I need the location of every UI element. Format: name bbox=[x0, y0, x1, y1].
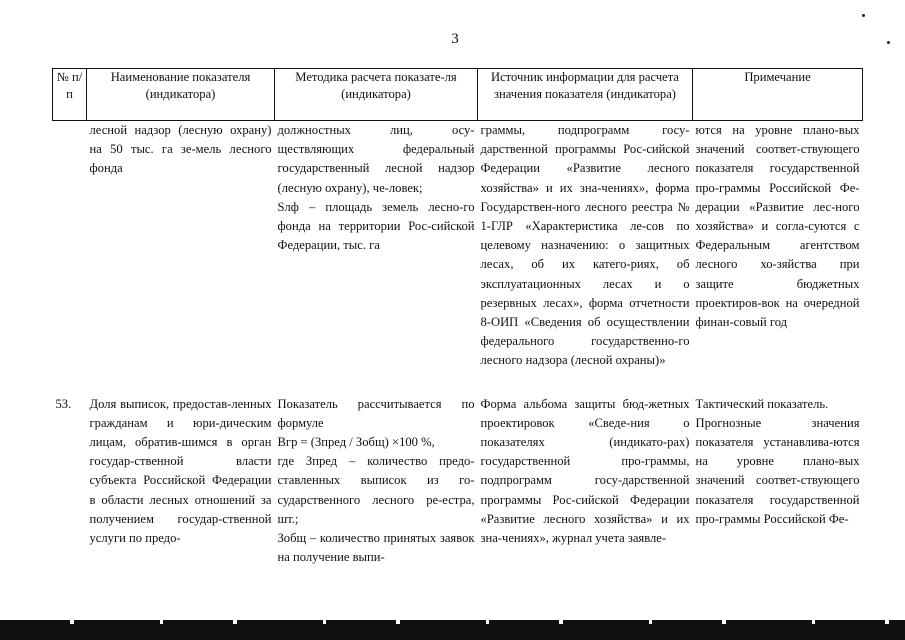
page-number: 3 bbox=[451, 31, 459, 47]
header-information-source: Источник информации для расчета значения показателя (индикатора) bbox=[478, 69, 693, 121]
continued-row-note: ются на уровне плано-вых значений соответ-ствующего показателя государственной про-граммы Российской Фе-дерации «Развитие лес-ного хозяйства» и согла-суются с Федеральным агентством лесного хо-зяйства при защите бюджетных проектиров-вок на очередной финан-совый год bbox=[695, 123, 860, 330]
cell-line: Показатель рассчитывается по формуле bbox=[277, 396, 475, 430]
table-row-continued bbox=[53, 121, 863, 371]
continued-row-method bbox=[275, 121, 478, 371]
continued-row-number bbox=[53, 121, 87, 371]
row-spacer bbox=[53, 371, 863, 395]
row-53-note bbox=[693, 395, 863, 568]
header-number: № п/п bbox=[53, 69, 87, 121]
row-53-method bbox=[275, 395, 478, 568]
scan-speck bbox=[887, 41, 890, 44]
cell-line: Вгр = (Зпред / Зобщ) ×100 %, bbox=[277, 435, 435, 450]
table-row-53 bbox=[53, 395, 863, 568]
scan-bottom-edge bbox=[0, 624, 905, 640]
header-note: Примечание bbox=[693, 69, 863, 121]
header-calculation-method: Методика расчета показате-ля (индикатора) bbox=[275, 69, 478, 121]
cell-line: должностных лиц, осу-ществляющих федеральный государственный лесной надзор (лесную охрану), че-ловек; bbox=[277, 123, 475, 195]
continued-row-name: лесной надзор (лесную охрану) на 50 тыс. га зе-мель лесного фонда bbox=[89, 123, 272, 176]
cell-line: Тактический показатель. bbox=[695, 396, 829, 411]
header-indicator-name: Наименование показателя (индикатора) bbox=[87, 69, 275, 121]
indicators-table bbox=[52, 68, 863, 567]
cell-line: Прогнозные значения показателя устанавлива-ются на уровне плано-вых значений соответ-ствующего показателя государственной про-граммы Российской Фе- bbox=[695, 415, 860, 526]
row-53-number: 53. bbox=[55, 396, 72, 411]
cell-line: Зобщ – количество принятых заявок на получение выпи- bbox=[277, 531, 475, 565]
row-53-name: Доля выписок, предостав-ленных гражданам и юри-дическим лицам, обратив-шимся в орган государ-ственной власти субъекта Российской Федерации в области лесных отношений за получением государ-ственной услуги по предо- bbox=[89, 396, 272, 546]
continued-row-source: граммы, подпрограмм госу-дарственной программы Рос-сийской Федерации «Развитие лесного хозяйства» и их зна-чениях», форма Государствен-ного лесного реестра № 1-ГЛР «Характеристика ле-сов по целевому назначению: о защитных лесах, об их катего-риях, об эксплуатационных лесах и о резервных лесах», форма отчетности 8-ОИП «Сведения об осуществлении федерального государственно-го лесного надзора (лесной охраны)» bbox=[480, 123, 690, 368]
table-header-row bbox=[53, 69, 863, 121]
cell-line: где Зпред – количество предо-ставленных выписок из го-сударственного лесного ре-естра, шт.; bbox=[277, 454, 475, 526]
row-53-source: Форма альбома защиты бюд-жетных проектировок «Сведе-ния о показателях (индикато-рах) государственной про-граммы, подпрограмм госу-дарственной программы Рос-сийской Федерации «Развитие лесного хозяйства» и их зна-чениях», журнал учета заявле- bbox=[480, 396, 690, 546]
scan-speck bbox=[862, 14, 865, 17]
cell-line: Sлф – площадь земель лесно-го фонда на территории Рос-сийской Федерации, тыс. га bbox=[277, 199, 475, 253]
